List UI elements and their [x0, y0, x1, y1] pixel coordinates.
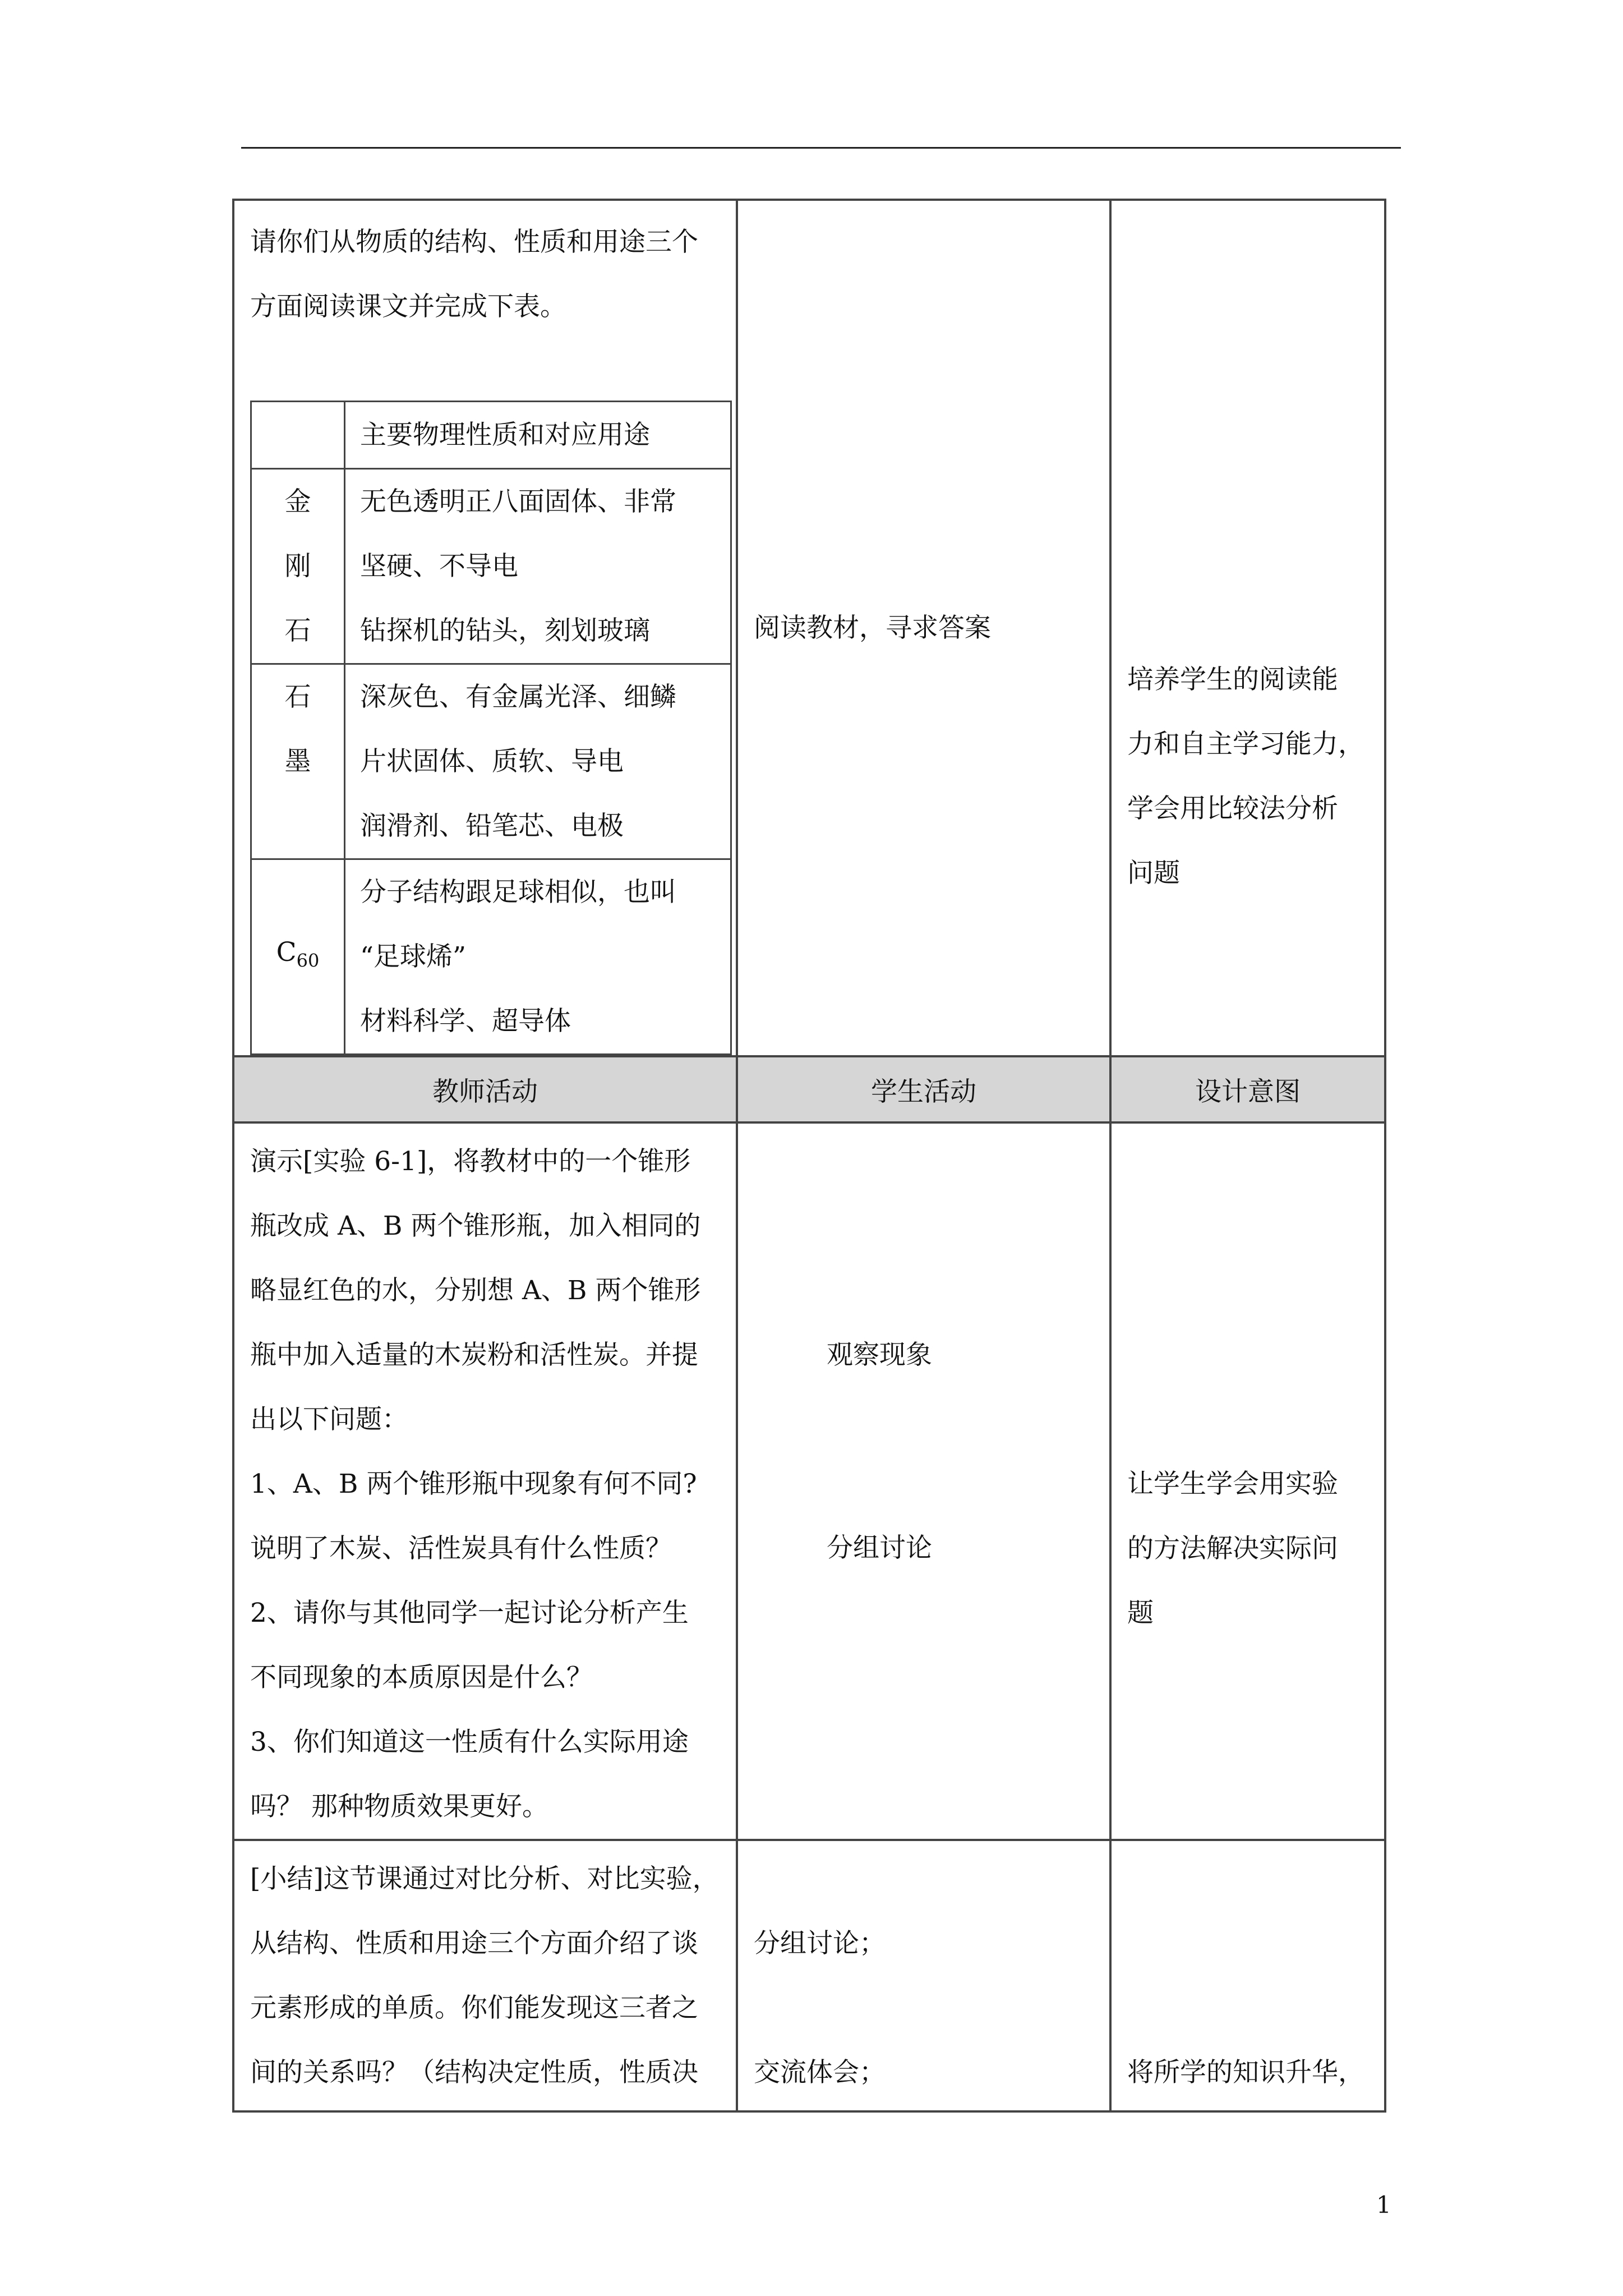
table-row	[251, 469, 731, 664]
text-line: 从结构、性质和用途三个方面介绍了谈	[250, 1928, 698, 1959]
text-line: 瓶中加入适量的木炭粉和活性炭。并提	[250, 1340, 698, 1370]
property-cell: 无色透明正八面固体、非常 坚硬、不导电 钻探机的钻头，刻划玻璃	[345, 469, 731, 664]
teacher-cell	[233, 200, 737, 1056]
student-activity: 阅读教材，寻求答案	[754, 613, 991, 643]
table-row	[251, 859, 731, 1055]
design-cell	[1110, 200, 1385, 1056]
table-row	[233, 1122, 1385, 1840]
substance-name: 石 墨	[251, 664, 345, 859]
text-line: 间的关系吗？（结构决定性质，性质决	[250, 2057, 698, 2088]
text-line: 瓶改成 A、B 两个锥形瓶，加入相同的	[250, 1211, 701, 1241]
text-line: 分组讨论；	[754, 1928, 886, 1959]
text-line: 的方法解决实际问	[1127, 1533, 1338, 1564]
header-rule	[241, 147, 1401, 149]
text-line: 力和自主学习能力，	[1127, 729, 1364, 760]
text-line: 说明了木炭、活性炭具有什么性质？	[250, 1533, 672, 1564]
text-line: [小结]这节课通过对比分析、对比实验，	[250, 1864, 719, 1894]
text-line: 不同现象的本质原因是什么？	[250, 1662, 593, 1693]
lesson-table	[232, 199, 1386, 2113]
teacher-cell	[233, 1840, 737, 2111]
text-line: 观察现象	[827, 1340, 932, 1370]
text-line: 元素形成的单质。你们能发现这三者之	[250, 1993, 698, 2023]
property-cell: 分子结构跟足球相似，也叫 “足球烯” 材料科学、超导体	[345, 859, 731, 1055]
table-row	[233, 1840, 1385, 2111]
text-line: 将所学的知识升华，	[1127, 2057, 1364, 2088]
design-cell	[1110, 1840, 1385, 2111]
text-line: 3、你们知道这一性质有什么实际用途	[250, 1727, 689, 1757]
header-design: 设计意图	[1110, 1056, 1385, 1122]
text-line: 方面阅读课文并完成下表。	[250, 291, 566, 322]
header-student: 学生活动	[737, 1056, 1110, 1122]
table-row	[251, 664, 731, 859]
column-header: 主要物理性质和对应用途	[345, 402, 731, 469]
text-line: 学会用比较法分析	[1127, 793, 1338, 824]
text-line: 2、请你与其他同学一起讨论分析产生	[250, 1598, 689, 1628]
text-line: 1、A、B 两个锥形瓶中现象有何不同?	[250, 1469, 697, 1499]
text-line: 培养学生的阅读能	[1127, 664, 1338, 695]
text-line: 出以下问题：	[250, 1404, 408, 1435]
substance-name: $C_{60}$	[251, 859, 345, 1055]
header-row	[233, 1056, 1385, 1122]
text-line: 演示[实验 6-1]，将教材中的一个锥形	[250, 1146, 691, 1177]
text-line: 略显红色的水，分别想 A、B 两个锥形	[250, 1275, 701, 1306]
table-row	[251, 402, 731, 469]
header-teacher: 教师活动	[233, 1056, 737, 1122]
student-cell	[737, 1122, 1110, 1840]
page-number: 1	[1376, 2191, 1391, 2219]
property-cell: 深灰色、有金属光泽、细鳞 片状固体、质软、导电 润滑剂、铅笔芯、电极	[345, 664, 731, 859]
corner-cell	[251, 402, 345, 469]
table-row	[233, 200, 1385, 1056]
student-cell	[737, 1840, 1110, 2111]
text-line: 题	[1127, 1598, 1154, 1628]
student-cell	[737, 200, 1110, 1056]
teacher-cell	[233, 1122, 737, 1840]
text-line: 交流体会；	[754, 2057, 886, 2088]
text-line: 问题	[1127, 858, 1180, 889]
text-line: 分组讨论	[827, 1533, 932, 1563]
design-cell	[1110, 1122, 1385, 1840]
text-line: 让学生学会用实验	[1127, 1469, 1338, 1499]
carbon-properties-table	[250, 401, 732, 1055]
text-line: 请你们从物质的结构、性质和用途三个	[250, 227, 698, 257]
substance-name: 金 刚 石	[251, 469, 345, 664]
text-line: 吗？ 那种物质效果更好。	[250, 1791, 548, 1822]
